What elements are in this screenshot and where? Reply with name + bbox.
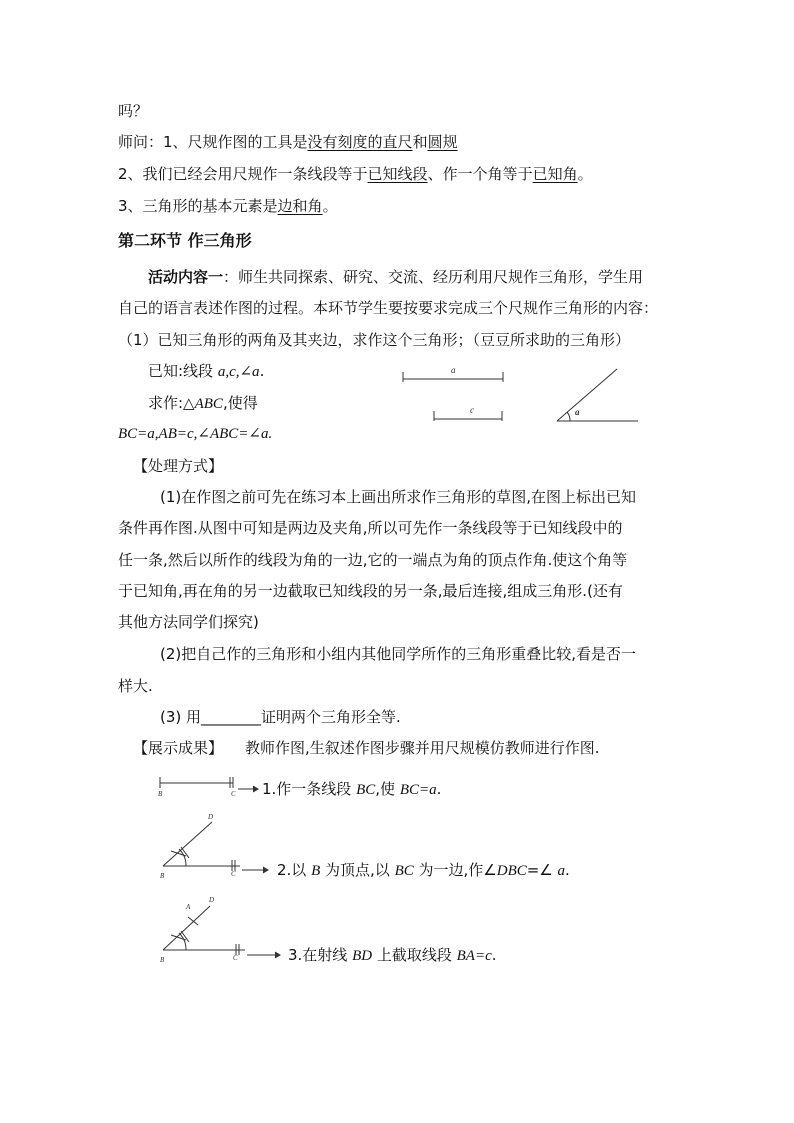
text-span: 3、三角形的基本元素是	[118, 197, 278, 215]
math-span: BC=a	[399, 782, 437, 798]
step-3-text	[288, 945, 497, 965]
text-span: .	[491, 946, 497, 964]
teacher-question-line	[118, 132, 458, 152]
activity-line-2: 自己的语言表述作图的过程。本环节学生要按要求完成三个尺规作三角形的内容：	[118, 299, 659, 317]
task-line: （1）已知三角形的两角及其夹边，求作这个三角形；（豆豆所求助的三角形）	[118, 331, 631, 349]
math-span: BD	[352, 948, 373, 964]
math-span: a,c,∠a	[217, 364, 260, 380]
text-span: 教师作图,生叙述作图步骤并用尺规模仿教师进行作图.	[245, 739, 600, 757]
method-title: 【处理方式】	[133, 457, 224, 475]
segment-c-label: c	[470, 405, 474, 415]
given-line	[148, 361, 264, 381]
text-span: 和	[412, 133, 428, 151]
math-span: DBC	[496, 863, 527, 879]
math-span: BC	[394, 863, 414, 879]
method-line: (2)把自己作的三角形和小组内其他同学所作的三角形重叠比较,看是否一	[160, 645, 637, 663]
point-d-label: D	[209, 896, 215, 904]
segment-a-label: a	[451, 365, 456, 375]
point-b-label: B	[158, 790, 163, 798]
method-line: 条件再作图.从图中可知是两边及夹角,所以可先作一条线段等于已知线段中的	[118, 519, 623, 537]
given-segment-a	[403, 372, 503, 382]
activity-line-1	[148, 267, 643, 287]
find-line	[148, 393, 258, 413]
text-span: 、作一个角等于	[427, 165, 533, 183]
math-span: a	[557, 863, 566, 879]
math-span: BC	[356, 782, 376, 798]
section-heading: 第二环节 作三角形	[118, 231, 252, 250]
text-span: .	[565, 861, 570, 879]
underlined-answer: 圆规	[427, 133, 458, 151]
math-span: ABC	[194, 396, 223, 412]
showcase-line	[133, 738, 600, 758]
method-line: 其他方法同学们探究)	[118, 613, 259, 631]
point-c-label: C	[231, 790, 236, 798]
text-span: 1.作一条线段	[262, 780, 357, 798]
point-b-label: B	[160, 872, 165, 880]
step-1-text	[262, 779, 441, 799]
underlined-answer: 没有刻度的直尺	[307, 133, 413, 151]
point-c-label: C	[231, 870, 236, 878]
text-span: 2、我们已经会用尺规作一条线段等于	[118, 165, 368, 183]
text-line: 吗？	[118, 102, 149, 120]
review-line-2	[118, 164, 593, 184]
text-span: 2.以	[277, 861, 312, 879]
text-span: ：师生共同探索、研究、交流、经历利用尺规作三角形，学生用	[223, 268, 644, 286]
given-segment-c	[434, 411, 502, 421]
condition-line: BC=a,AB=c,∠ABC=∠a.	[118, 426, 273, 442]
point-d-label: D	[208, 813, 214, 821]
text-span: 。	[577, 165, 593, 183]
angle-a-label: a	[575, 407, 580, 417]
method-line: 样大.	[118, 677, 153, 695]
math-span: B	[311, 863, 321, 879]
step-1-figure	[160, 777, 233, 788]
arrow-icon	[242, 867, 268, 873]
arrow-icon	[247, 952, 280, 958]
point-c-label: C	[233, 954, 238, 962]
method-line: 任一条,然后以所作的线段为角的一边,它的一端点为角的顶点作角.使这个角等	[118, 551, 628, 569]
point-b-label: B	[160, 956, 165, 964]
text-span: .	[436, 780, 442, 798]
text-span: ,使得	[222, 394, 258, 412]
method-line: (1)在作图之前可先在练习本上画出所求作三角形的草图,在图上标出已知	[160, 488, 637, 506]
activity-label: 活动内容一	[148, 268, 224, 286]
text-span: 已知:线段	[148, 362, 218, 380]
underlined-answer: 已知线段	[367, 165, 428, 183]
review-line-3	[118, 196, 338, 216]
text-span: 求作:△	[148, 394, 195, 412]
underlined-answer: 边和角	[277, 197, 323, 215]
showcase-title: 【展示成果】	[133, 739, 224, 757]
math-span: BA=c	[456, 948, 492, 964]
text-span: 为一边,作∠	[413, 861, 497, 879]
text-span: ,使	[375, 780, 400, 798]
text-span: 上截取线段	[372, 946, 457, 964]
arrow-icon	[238, 786, 258, 792]
text-span: 。	[322, 197, 338, 215]
method-line: 于已知角,再在角的另一边截取已知线段的另一条,最后连接,组成三角形.(还有	[118, 582, 623, 600]
step-2-figure	[163, 822, 240, 871]
step-2-text	[277, 860, 570, 880]
text-span: 师问：1、尺规作图的工具是	[118, 133, 308, 151]
step-3-figure	[163, 906, 245, 955]
text-span: 为顶点,以	[320, 861, 395, 879]
underlined-answer: 已知角	[532, 165, 578, 183]
text-span: =∠	[526, 861, 558, 879]
text-span: 3.在射线	[288, 946, 353, 964]
given-angle	[557, 369, 638, 421]
point-a-label: A	[186, 903, 191, 911]
method-line-blank: (3) 用________证明两个三角形全等.	[160, 708, 401, 726]
text-span: .	[259, 362, 265, 380]
